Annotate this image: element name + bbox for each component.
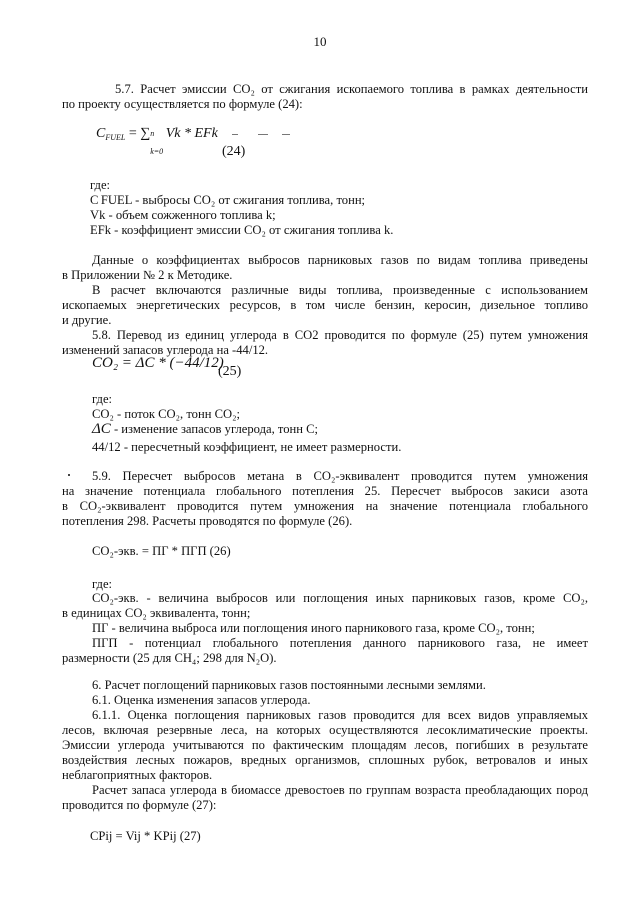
sec57-para2-line3: и другие.	[62, 313, 112, 327]
sec611-line2: лесов, включая резервные леса, на которых осуществляются лесоклиматические проекты.	[62, 723, 588, 737]
formula-24-sub: FUEL	[105, 133, 126, 142]
formula-24	[96, 126, 218, 156]
sec59-def1-line2: в единицах CO₂ эквивалента, тонн;	[62, 606, 251, 620]
sec57-line2: по проекту осуществляется по формуле (24):	[62, 97, 303, 111]
scan-dash	[258, 134, 268, 135]
formula-25: CO₂ = ΔC * (−44/12)	[92, 355, 224, 371]
sec58-def2	[92, 422, 318, 437]
formula-24-number: (24)	[222, 144, 246, 159]
formula-26: CO₂-экв. = ПГ * ПГП (26)	[92, 544, 231, 558]
sec59-def3-line1: ПГП - потенциал глобального потепления данного парникового газа, не имеет	[92, 636, 588, 650]
sec611-line3: Эмиссии углерода учитываются по фактическим площадям лесов, погибших в результате	[62, 738, 588, 752]
sec59-line4: потепления 298. Расчеты проводятся по формуле (26).	[62, 514, 353, 528]
sec57-def1: C FUEL - выбросы CO₂ от сжигания топлива, тонн;	[90, 193, 366, 207]
scan-dash	[282, 134, 290, 135]
sec611-line5: неблагоприятных факторов.	[62, 768, 213, 782]
sec611-line7: проводится по формуле (27):	[62, 798, 217, 812]
sec57-line1: 5.7. Расчет эмиссии CO₂ от сжигания ископаемого топлива в рамках деятельности	[115, 82, 588, 96]
sec57-def3: EFk - коэффициент эмиссии CO₂ от сжигания топлива k.	[90, 223, 394, 237]
formula-27: CPij = Vij * KPij (27)	[90, 829, 201, 843]
sec6-title: 6. Расчет поглощений парниковых газов постоянными лесными землями.	[92, 678, 486, 692]
formula-24-lim-bot: k=0	[150, 147, 164, 156]
formula-24-body: Vk * EFk	[162, 126, 218, 141]
sec57-para2-line2: ископаемых энергетических ресурсов, в том числе бензин, керосин, дизельное топливо	[62, 298, 588, 312]
sec57-para2-line1: В расчет включаются различные виды топлива, произведенные с использованием	[92, 283, 588, 297]
sec57-where: где:	[90, 178, 111, 192]
formula-24-sum: = ∑	[125, 126, 151, 141]
scan-dash	[232, 134, 238, 135]
sec59-line1: 5.9. Пересчет выбросов метана в CO₂-эквивалент проводится путем умножения	[92, 469, 588, 483]
sec611-line6: Расчет запаса углерода в биомассе древостоев по группам возраста преобладающих пород	[92, 783, 588, 797]
formula-24-lim-top: n	[150, 129, 155, 138]
sec57-para1-line1: Данные о коэффициентах выбросов парниковых газов по видам топлива приведены	[92, 253, 588, 267]
sec59-where: где:	[92, 577, 113, 591]
page-number: 10	[313, 34, 327, 49]
sec58-def3: 44/12 - пересчетный коэффициент, не имеет размерности.	[92, 440, 402, 454]
sec611-line1: 6.1.1. Оценка поглощения парниковых газов проводится для всех видов управляемых	[92, 708, 588, 722]
sec61-title: 6.1. Оценка изменения запасов углерода.	[92, 693, 311, 707]
sec58-line2: изменений запасов углерода на -44/12.	[62, 343, 269, 357]
sec59-line3: в CO₂-эквивалент проводится путем умножения на значение потенциала глобального	[62, 499, 588, 513]
sec58-def1: CO₂ - поток CO₂, тонн CO₂;	[92, 407, 240, 421]
sec58-where: где:	[92, 392, 113, 406]
delta-c-symbol: ΔC	[92, 421, 111, 437]
sec58-line1: 5.8. Перевод из единиц углерода в CO2 проводится по формуле (25) путем умножения	[92, 328, 588, 342]
sec59-def2: ПГ - величина выброса или поглощения иного парникового газа, кроме CO₂, тонн;	[92, 621, 535, 635]
sec59-line2: на значение потенциала глобального потепления 25. Пересчет выбросов закиси азота	[62, 484, 588, 498]
sec59-def1-line1: CO₂-экв. - величина выбросов или поглощения иных парниковых газов, кроме CO₂,	[92, 591, 588, 605]
formula-24-c: C	[96, 126, 106, 141]
sec57-def2: Vk - объем сожженного топлива k;	[90, 208, 276, 222]
sec611-line4: воздействия лесных пожаров, вредных организмов, сплошных рубок, ветровалов и иных	[62, 753, 588, 767]
sec57-para1-line2: в Приложении № 2 к Методике.	[62, 268, 233, 282]
sec58-def2-text: - изменение запасов углерода, тонн С;	[110, 422, 319, 436]
formula-25-number: (25)	[218, 364, 242, 379]
sec59-def3-line2: размерности (25 для CH₄; 298 для N₂O).	[62, 651, 277, 665]
